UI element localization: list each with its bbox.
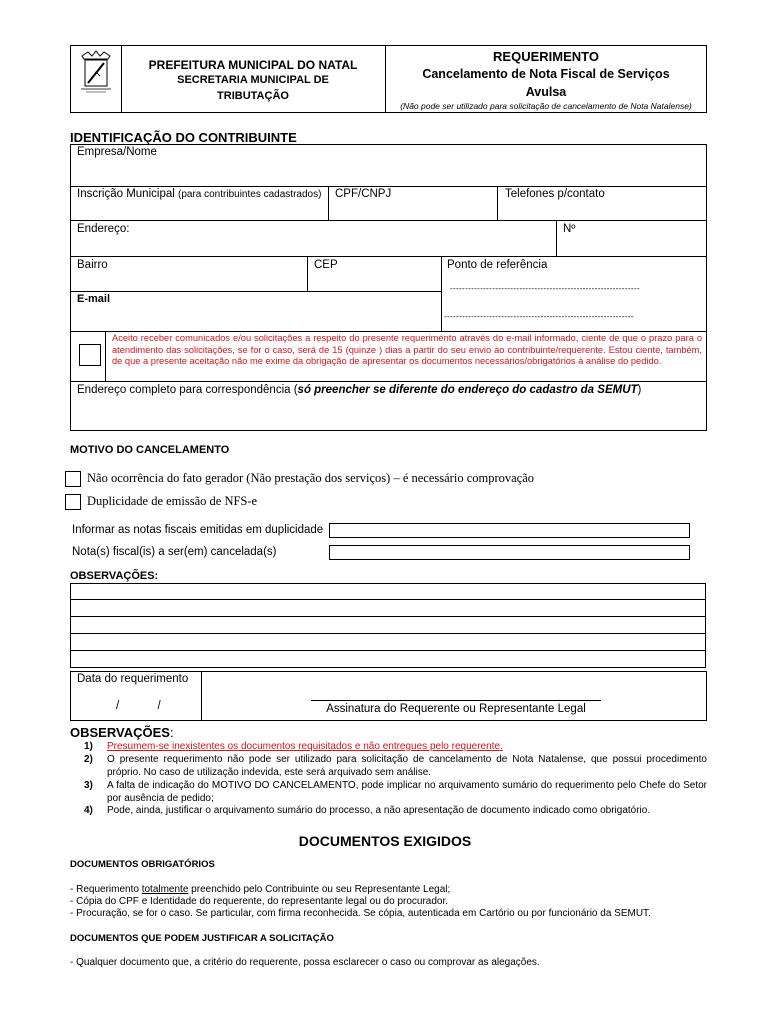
documento-obrigatorio-3: - Procuração, se for o caso. Se particular, com firma reconhecida. Se cópia, autenticada em Cartório ou por funcionário da SEMUT.: [70, 908, 651, 919]
documentos-justificativa-heading: DOCUMENTOS QUE PODEM JUSTIFICAR A SOLICITAÇÃO: [70, 933, 334, 944]
motivo-heading: MOTIVO DO CANCELAMENTO: [70, 444, 230, 456]
form-subtitle-1: Cancelamento de Nota Fiscal de Serviços: [422, 67, 670, 81]
documento-obrigatorio-1-post: preenchido pelo Contribuinte ou seu Representante Legal;: [188, 884, 451, 895]
observacoes-notes-colon: :: [169, 725, 174, 740]
org-line-2: SECRETARIA MUNICIPAL DE: [177, 74, 329, 86]
note-text-1: Presumem-se inexistentes os documentos requisitados e não entregues pelo requerente.: [107, 741, 503, 752]
cancelar-notas-input[interactable]: [329, 545, 690, 560]
org-line-3: TRIBUTAÇÃO: [217, 90, 289, 102]
motivo-option-1-label: Não ocorrência do fato gerador (Não prestação dos serviços) – é necessário comprovação: [87, 471, 535, 485]
empresa-label: Empresa/Nome: [77, 146, 157, 158]
observacoes-row-2[interactable]: [70, 600, 706, 617]
motivo-option-1-checkbox[interactable]: [65, 471, 81, 487]
note-text-4: Pode, ainda, justificar o arquivamento sumário do processo, a não apresentação de documento indicado como obrigatório.: [107, 805, 651, 816]
bairro-field[interactable]: [71, 273, 306, 290]
correspondencia-emphasis: só preencher se diferente do endereço do cadastro da SEMUT: [297, 384, 638, 396]
bairro-label: Bairro: [77, 259, 108, 271]
inscricao-label: [77, 188, 321, 200]
inscricao-label-note: (para contribuintes cadastrados): [178, 189, 322, 200]
correspondencia-field[interactable]: [71, 398, 706, 430]
endereco-label: Endereço:: [77, 223, 130, 235]
motivo-option-2-checkbox[interactable]: [65, 494, 81, 510]
observacoes-notes-title: OBSERVAÇÕES: [70, 725, 170, 740]
note-text-3: A falta de indicação do MOTIVO DO CANCELAMENTO, pode implicar no arquivamento sumário do requerimento pelo Chefe do Setor por ausência de pedido;: [107, 780, 707, 804]
documento-justificativa-1: - Qualquer documento que, a critério do requerente, possa esclarecer o caso ou comprovar as alegações.: [70, 957, 540, 968]
cpf-field[interactable]: [329, 202, 496, 219]
correspondencia-prefix: Endereço completo para correspondência (: [77, 384, 298, 396]
data-requerimento-label: Data do requerimento: [77, 673, 189, 685]
observacoes-notes-heading: [70, 725, 174, 740]
form-note: (Não pode ser utilizado para solicitação de cancelamento de Nota Natalense): [400, 101, 692, 111]
numero-label: Nº: [563, 223, 576, 235]
consent-text: Aceito receber comunicados e/ou solicitações a respeito do presente requerimento através do e-mail informado, ciente de que o prazo para o atendimento das solicitações, se for o caso, será de 15 (quinze ) dias a partir do seu envio ao contribuinte/requerente. Estou ciente, também, de que a presente aceitação não me exime da obrigação de apresentar os documentos necessários/obrigatórios à análise do pedido.: [112, 333, 702, 366]
signature-line: [311, 700, 601, 701]
data-requerimento-field[interactable]: / /: [116, 700, 161, 712]
observacoes-row-1[interactable]: [70, 583, 706, 600]
email-field[interactable]: [71, 306, 440, 330]
note-number-3: 3): [84, 780, 93, 791]
form-title: REQUERIMENTO: [493, 49, 599, 64]
telefones-label: Telefones p/contato: [505, 188, 605, 200]
signature-label: Assinatura do Requerente ou Representante Legal: [326, 703, 586, 715]
inscricao-field[interactable]: [71, 202, 327, 219]
motivo-option-2-label: Duplicidade de emissão de NFS-e: [87, 494, 258, 508]
duplicidade-label: Informar as notas fiscais emitidas em duplicidade: [72, 524, 324, 536]
observacoes-row-5[interactable]: [70, 651, 706, 668]
correspondencia-suffix: ): [637, 384, 642, 396]
note-text-2: O presente requerimento não pode ser utilizado para solicitação de cancelamento de Nota Natalense, que possui procedimento próprio. No caso de utilização indevida, este será arquivado sem análise.: [107, 754, 707, 778]
cancelar-notas-label: Nota(s) fiscal(is) a ser(em) cancelada(s): [72, 546, 277, 558]
telefones-field[interactable]: [498, 202, 706, 219]
documentos-obrigatorios-heading: DOCUMENTOS OBRIGATÓRIOS: [70, 859, 215, 870]
form-subtitle-2: Avulsa: [525, 85, 567, 99]
numero-field[interactable]: [557, 237, 706, 255]
coat-of-arms-logo: [78, 50, 114, 94]
cep-label: CEP: [314, 259, 338, 271]
observacoes-row-3[interactable]: [70, 617, 706, 634]
empresa-field[interactable]: [71, 160, 706, 185]
note-number-1: 1): [84, 741, 93, 752]
observacoes-box-heading: OBSERVAÇÕES:: [70, 570, 159, 582]
cep-field[interactable]: [308, 273, 440, 290]
endereco-field[interactable]: [71, 237, 555, 255]
ponto-referencia-label: Ponto de referência: [447, 259, 548, 271]
consent-checkbox[interactable]: [79, 344, 101, 366]
cpf-label: CPF/CNPJ: [335, 188, 392, 200]
observacoes-row-4[interactable]: [70, 634, 706, 651]
documento-obrigatorio-2: - Cópia do CPF e Identidade do requerente, do representante legal ou do procurador.: [70, 896, 449, 907]
inscricao-label-text: Inscrição Municipal: [77, 188, 175, 200]
documento-obrigatorio-1-emphasis: totalmente: [141, 884, 189, 895]
note-number-4: 4): [84, 805, 93, 816]
note-number-2: 2): [84, 754, 93, 765]
duplicidade-input[interactable]: [329, 523, 690, 538]
correspondencia-label: [77, 384, 641, 396]
ponto-referencia-line-2[interactable]: ---------------------------------------------------------------: [444, 312, 634, 321]
documento-obrigatorio-1-pre: - Requerimento: [70, 884, 142, 895]
email-label: E-mail: [77, 293, 111, 305]
documento-obrigatorio-1: [70, 884, 450, 895]
identificacao-heading: IDENTIFICAÇÃO DO CONTRIBUINTE: [70, 130, 297, 145]
ponto-referencia-line-1[interactable]: ---------------------------------------------------------------: [450, 284, 640, 293]
documentos-heading: DOCUMENTOS EXIGIDOS: [298, 833, 472, 849]
org-line-1: PREFEITURA MUNICIPAL DO NATAL: [148, 58, 358, 72]
